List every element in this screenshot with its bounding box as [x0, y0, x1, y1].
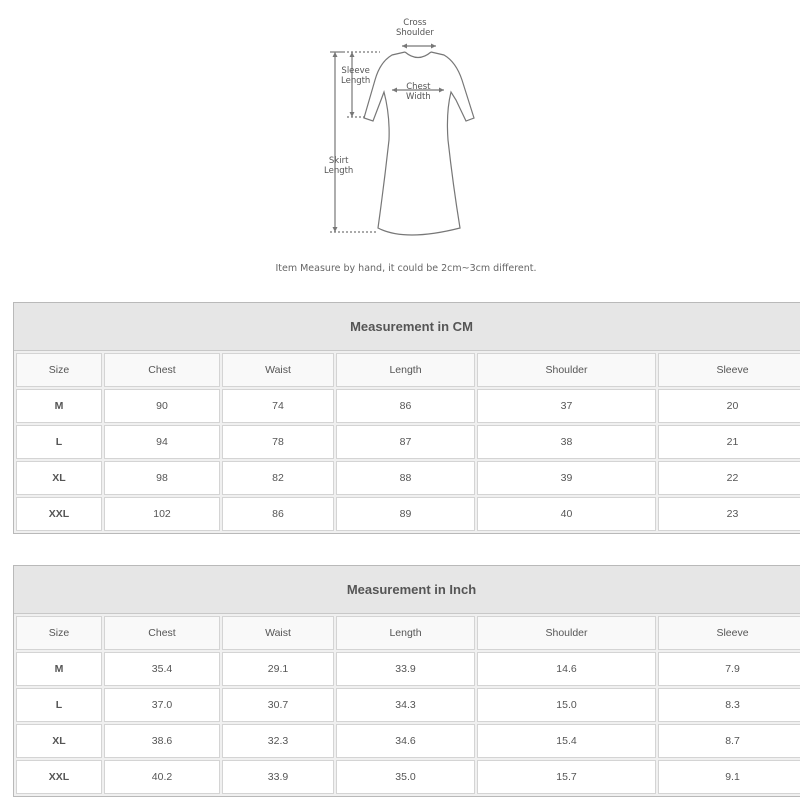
cell-chest: 37.0	[104, 688, 220, 722]
cell-sleeve: 22	[658, 461, 800, 495]
table-title: Measurement in Inch	[14, 566, 800, 614]
cell-shoulder: 15.0	[477, 688, 656, 722]
cell-length: 34.6	[336, 724, 475, 758]
cell-length: 33.9	[336, 652, 475, 686]
cell-chest: 102	[104, 497, 220, 531]
cross-shoulder-label-line1: Cross	[403, 18, 427, 28]
cell-chest: 35.4	[104, 652, 220, 686]
table-title: Measurement in CM	[14, 303, 800, 351]
cell-waist: 30.7	[222, 688, 334, 722]
header-shoulder: Shoulder	[477, 616, 656, 650]
cell-shoulder: 40	[477, 497, 656, 531]
dress-outline-illustration	[0, 0, 800, 290]
cell-sleeve: 21	[658, 425, 800, 459]
cell-waist: 78	[222, 425, 334, 459]
chest-width-label	[406, 82, 431, 102]
size-diagram	[0, 0, 800, 290]
sleeve-length-label-line1: Sleeve	[341, 66, 370, 76]
table-row	[16, 425, 800, 459]
size-table	[14, 351, 800, 533]
cell-waist: 32.3	[222, 724, 334, 758]
chest-width-label-line2: Width	[406, 92, 431, 102]
cell-size: XXL	[16, 497, 102, 531]
cell-length: 35.0	[336, 760, 475, 794]
cell-sleeve: 8.7	[658, 724, 800, 758]
cross-shoulder-label	[396, 18, 434, 38]
table-header-row	[16, 616, 800, 650]
header-chest: Chest	[104, 353, 220, 387]
header-size: Size	[16, 616, 102, 650]
header-sleeve: Sleeve	[658, 616, 800, 650]
table-row	[16, 760, 800, 794]
cell-shoulder: 38	[477, 425, 656, 459]
cell-chest: 38.6	[104, 724, 220, 758]
cell-size: XL	[16, 724, 102, 758]
sleeve-length-label	[341, 66, 370, 86]
cell-size: L	[16, 425, 102, 459]
measurement-cm-table	[13, 302, 800, 534]
cell-size: L	[16, 688, 102, 722]
cell-length: 89	[336, 497, 475, 531]
header-length: Length	[336, 353, 475, 387]
sleeve-length-label-line2: Length	[341, 76, 371, 86]
cell-size: M	[16, 389, 102, 423]
cell-size: XL	[16, 461, 102, 495]
cell-sleeve: 23	[658, 497, 800, 531]
cell-shoulder: 15.4	[477, 724, 656, 758]
cell-waist: 74	[222, 389, 334, 423]
table-row	[16, 497, 800, 531]
cell-waist: 29.1	[222, 652, 334, 686]
table-row	[16, 461, 800, 495]
size-table	[14, 614, 800, 796]
skirt-length-label	[324, 156, 353, 176]
table-row	[16, 688, 800, 722]
cell-size: XXL	[16, 760, 102, 794]
cell-length: 87	[336, 425, 475, 459]
cell-shoulder: 39	[477, 461, 656, 495]
chest-width-label-line1: Chest	[406, 82, 431, 92]
skirt-length-label-line1: Skirt	[328, 156, 349, 166]
header-sleeve: Sleeve	[658, 353, 800, 387]
cell-waist: 86	[222, 497, 334, 531]
header-waist: Waist	[222, 353, 334, 387]
cell-length: 34.3	[336, 688, 475, 722]
cell-sleeve: 20	[658, 389, 800, 423]
table-row	[16, 724, 800, 758]
header-size: Size	[16, 353, 102, 387]
cell-shoulder: 37	[477, 389, 656, 423]
measurement-inch-table	[13, 565, 800, 797]
cell-sleeve: 8.3	[658, 688, 800, 722]
header-shoulder: Shoulder	[477, 353, 656, 387]
cell-chest: 94	[104, 425, 220, 459]
cell-shoulder: 14.6	[477, 652, 656, 686]
table-header-row	[16, 353, 800, 387]
cell-chest: 98	[104, 461, 220, 495]
measurement-note: Item Measure by hand, it could be 2cm~3cm different.	[275, 263, 537, 274]
cell-size: M	[16, 652, 102, 686]
header-chest: Chest	[104, 616, 220, 650]
cell-waist: 82	[222, 461, 334, 495]
cell-length: 88	[336, 461, 475, 495]
skirt-length-label-line2: Length	[324, 166, 354, 176]
cell-chest: 40.2	[104, 760, 220, 794]
cell-waist: 33.9	[222, 760, 334, 794]
cell-sleeve: 9.1	[658, 760, 800, 794]
cell-shoulder: 15.7	[477, 760, 656, 794]
cell-length: 86	[336, 389, 475, 423]
cross-shoulder-label-line2: Shoulder	[396, 28, 434, 38]
header-waist: Waist	[222, 616, 334, 650]
cell-sleeve: 7.9	[658, 652, 800, 686]
table-row	[16, 652, 800, 686]
header-length: Length	[336, 616, 475, 650]
cell-chest: 90	[104, 389, 220, 423]
table-row	[16, 389, 800, 423]
